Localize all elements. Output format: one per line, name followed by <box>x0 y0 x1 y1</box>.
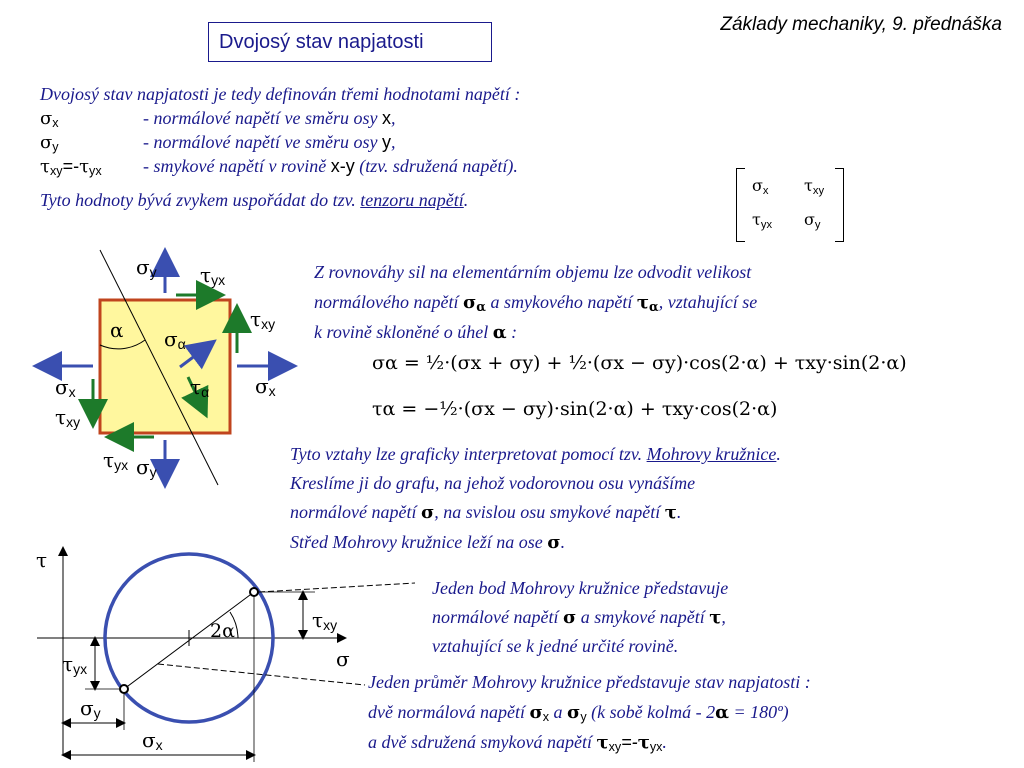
label-alpha: α <box>110 318 124 342</box>
definition-row-sigma-y: $\sigma_y$ - normálové napětí ve směru osy y, <box>40 132 396 154</box>
mohr-point-upper <box>250 588 258 596</box>
equilibrium-line-1: Z rovnováhy sil na elementárním objemu lze odvodit velikost <box>314 262 752 282</box>
label-sigma-axis: σ <box>336 647 350 671</box>
matrix-a12: $\tau_{xy}$ <box>804 176 825 197</box>
diameter-text-line-3: a dvě sdružená smyková napětí $\tau_{xy}=-\tau_{yx}$. <box>368 732 667 754</box>
diameter-text-line-2: dvě normálová napětí $\sigma_x$ a $\sigma_y$ (k sobě kolmá - 2α = 180º) <box>368 702 789 724</box>
label-tau-yx-top: $\tau_{yx}$ <box>200 263 226 288</box>
mohr-text-line-3: normálové napětí σ, na svislou osu smykové napětí τ. <box>290 502 682 523</box>
label-tau-xy-right: $\tau_{xy}$ <box>250 307 276 332</box>
matrix-a21: $\tau_{yx}$ <box>752 210 773 231</box>
point-text-line-1: Jeden bod Mohrovy kružnice představuje <box>432 578 729 598</box>
slide-title-box <box>208 22 492 62</box>
mohr-point-lower <box>120 685 128 693</box>
label-mohr-sigma-y: $\sigma_y$ <box>80 696 101 721</box>
formula-tau-alpha: τα = −½·(σx − σy)·sin(2·α) + τxy·cos(2·α) <box>372 398 778 420</box>
intro-line: Dvojosý stav napjatosti je tedy definován třemi hodnotami napětí : <box>40 84 521 104</box>
mohr-text-line-2: Kreslíme ji do grafu, na jehož vodorovnou osu vynášíme <box>290 473 696 493</box>
label-mohr-tau-yx: $\tau_{yx}$ <box>62 652 88 677</box>
mohr-circle-link[interactable]: Mohrovy kružnice <box>646 444 777 464</box>
label-mohr-sigma-x: $\sigma_x$ <box>142 728 163 753</box>
matrix-a22: $\sigma_y$ <box>804 210 821 231</box>
point-text-line-2: normálové napětí σ a smykové napětí τ, <box>432 607 726 628</box>
element-diagram <box>30 245 300 495</box>
matrix-a11: $\sigma_x$ <box>752 176 769 197</box>
mohr-text-line-1: Tyto vztahy lze graficky interpretovat pomocí tzv. Mohrovy kružnice. <box>290 444 781 464</box>
formula-sigma-alpha: σα = ½·(σx + σy) + ½·(σx − σy)·cos(2·α) + τxy·sin(2·α) <box>372 352 907 374</box>
course-header: Základy mechaniky, 9. přednáška <box>720 14 1002 35</box>
label-tau-axis: τ <box>36 548 48 572</box>
label-sigma-y-bottom: $\sigma_y$ <box>136 455 157 480</box>
tensor-line: Tyto hodnoty bývá zvykem uspořádat do tzv. tenzoru napětí. <box>40 190 469 210</box>
label-two-alpha: 2α <box>210 620 235 642</box>
diameter-text-line-1: Jeden průměr Mohrovy kružnice představuje stav napjatosti : <box>368 672 811 692</box>
slide-title: Dvojosý stav napjatosti <box>219 30 424 53</box>
label-sigma-y-top: $\sigma_y$ <box>136 255 157 280</box>
definition-row-sigma-x: $\sigma_x$ - normálové napětí ve směru osy x, <box>40 108 396 130</box>
label-sigma-alpha: $\sigma_\alpha$ <box>164 327 186 352</box>
definition-row-tau-xy: $\tau_{xy}=-\tau_{yx}$ - smykové napětí v rovině x-y (tzv. sdružená napětí). <box>40 156 518 178</box>
point-text-line-3: vztahující se k jedné určité rovině. <box>432 636 679 656</box>
label-tau-alpha: $\tau_\alpha$ <box>190 375 210 400</box>
equilibrium-line-2: normálového napětí $\sigma_\alpha$ a smykového napětí $\tau_\alpha$, vztahující se <box>314 292 758 314</box>
equilibrium-line-3: k rovině skloněné o úhel α : <box>314 322 518 343</box>
matrix-right-bracket <box>835 168 844 242</box>
matrix-left-bracket <box>736 168 745 242</box>
stress-tensor-matrix <box>736 168 844 242</box>
label-tau-xy-left: $\tau_{xy}$ <box>55 405 81 430</box>
label-mohr-tau-xy: $\tau_{xy}$ <box>312 608 338 633</box>
label-sigma-x-right: $\sigma_x$ <box>255 374 276 399</box>
mohr-text-line-4: Střed Mohrovy kružnice leží na ose σ. <box>290 532 566 553</box>
tensor-link[interactable]: tenzoru napětí <box>360 190 464 210</box>
label-tau-yx-bottom: $\tau_{yx}$ <box>103 448 129 473</box>
label-sigma-x-left: $\sigma_x$ <box>55 375 76 400</box>
leader-line-point <box>259 583 415 592</box>
